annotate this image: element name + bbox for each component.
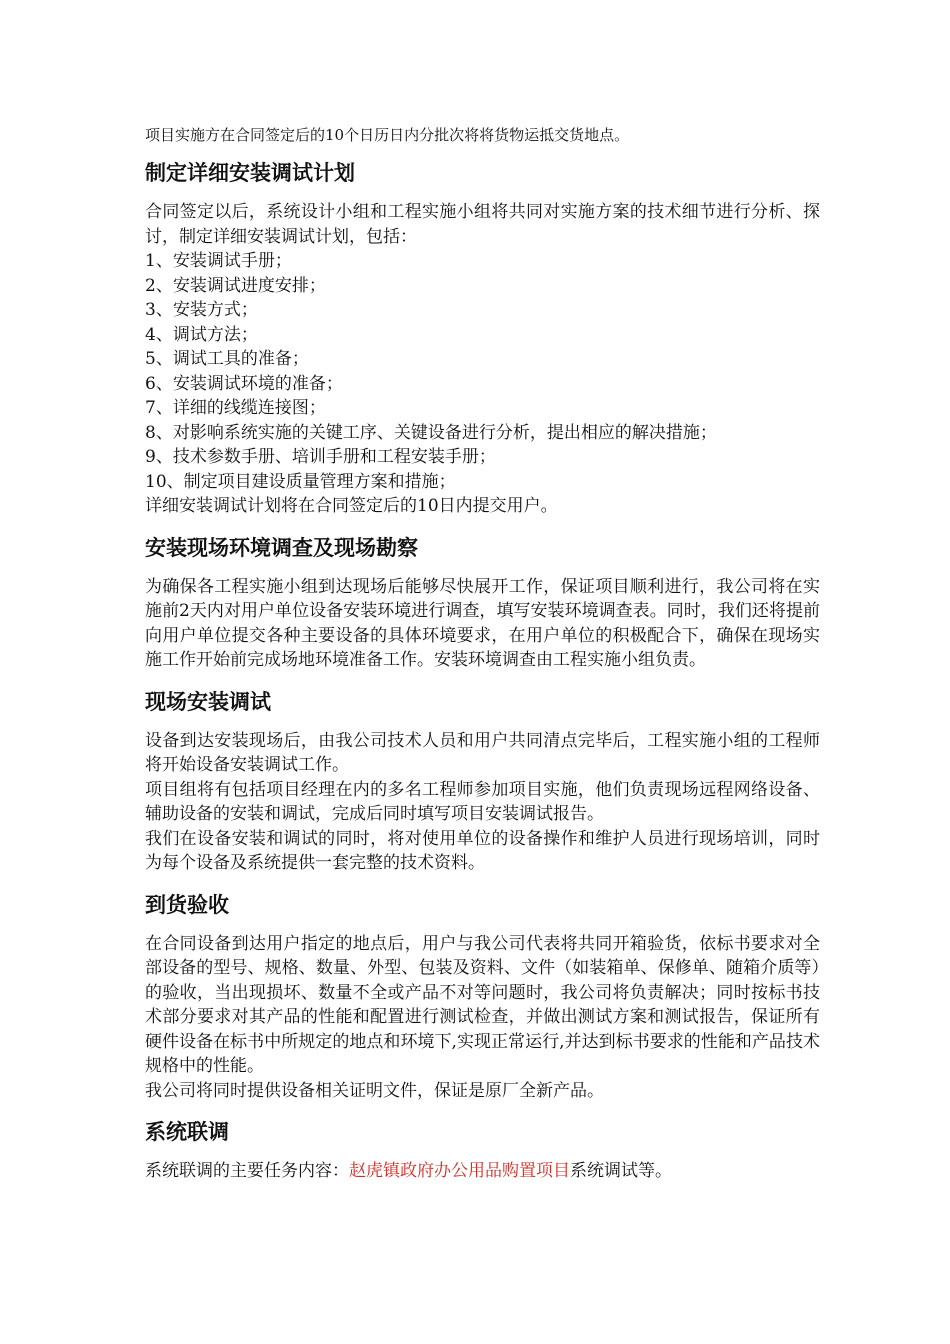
section-heading: 安装现场环境调查及现场勘察	[145, 535, 418, 560]
lead-paragraph: 项目实施方在合同签定后的10个日历日内分批次将将货物运抵交货地点。	[145, 126, 630, 144]
paragraph: 项目组将有包括项目经理在内的多名工程师参加项目实施，他们负责现场远程网络设备、辅助设备的安装和调试，完成后同时填写项目安装调试报告。	[145, 779, 820, 824]
paragraph: 在合同设备到达用户指定的地点后，用户与我公司代表将共同开箱验货，依标书要求对全部设备的型号、规格、数量、外型、包装及资料、文件（如装箱单、保修单、随箱介质等）的验收，当出现损坏、数量不全或产品不对等问题时，我公司将负责解决；同时按标书技术部分要求对其产品的性能和配置进行测试检查，并做出测试方案和测试报告，保证所有硬件设备在标书中所规定的地点和环境下,实现正常运行,并达到标书要求的性能和产品技术规格中的性能。	[145, 933, 820, 1076]
paragraph: 为确保各工程实施小组到达现场后能够尽快展开工作，保证项目顺利进行，我公司将在实施前2天内对用户单位设备安装环境进行调查，填写安装环境调查表。同时，我们还将提前向用户单位提交各种主要设备的具体环境要求，在用户单位的积极配合下，确保在现场实施工作开始前完成场地环境准备工作。安装环境调查由工程实施小组负责。	[145, 576, 820, 670]
section-acceptance	[145, 890, 820, 1104]
list-item: 4、调试方法；	[145, 324, 258, 345]
list-item: 3、安装方式；	[145, 300, 258, 320]
section-onsite-install	[145, 687, 820, 876]
paragraph: 合同签定以后，系统设计小组和工程实施小组将共同对实施方案的技术细节进行分析、探讨，制定详细安装调试计划，包括：	[145, 202, 820, 247]
project-name-highlight: 赵虎镇政府办公用品购置项目	[349, 1161, 570, 1181]
section-heading: 制定详细安装调试计划	[145, 161, 355, 185]
text-suffix: 系统调试等。	[570, 1161, 672, 1181]
section-heading: 系统联调	[145, 1120, 229, 1144]
list-item: 9、技术参数手册、培训手册和工程安装手册；	[145, 447, 496, 467]
document-body	[145, 158, 820, 1198]
section-install-plan	[145, 158, 820, 519]
section-site-survey	[145, 533, 820, 673]
section-heading: 到货验收	[145, 892, 229, 917]
paragraph: 我们在设备安装和调试的同时，将对使用单位的设备操作和维护人员进行现场培训，同时为每个设备及系统提供一套完整的技术资料。	[145, 828, 820, 873]
paragraph	[145, 1159, 820, 1184]
list-item: 1、安装调试手册；	[145, 251, 292, 271]
list-item: 7、详细的线缆连接图；	[145, 398, 326, 418]
list-item: 8、对影响系统实施的关键工序、关键设备进行分析，提出相应的解决措施；	[145, 422, 717, 443]
paragraph: 详细安装调试计划将在合同签定后的10日内提交用户。	[145, 496, 558, 516]
paragraph: 设备到达安装现场后，由我公司技术人员和用户共同清点完毕后，工程实施小组的工程师将开始设备安装调试工作。	[145, 730, 820, 775]
list-item: 6、安装调试环境的准备；	[145, 373, 343, 394]
section-heading: 现场安装调试	[145, 689, 271, 714]
list-item: 2、安装调试进度安排；	[145, 275, 326, 296]
paragraph: 我公司将同时提供设备相关证明文件，保证是原厂全新产品。	[145, 1080, 604, 1101]
list-item: 10、制定项目建设质量管理方案和措施；	[145, 471, 456, 492]
list-item: 5、调试工具的准备；	[145, 349, 309, 369]
section-joint-debug	[145, 1117, 820, 1184]
text-prefix: 系统联调的主要任务内容：	[145, 1161, 349, 1181]
